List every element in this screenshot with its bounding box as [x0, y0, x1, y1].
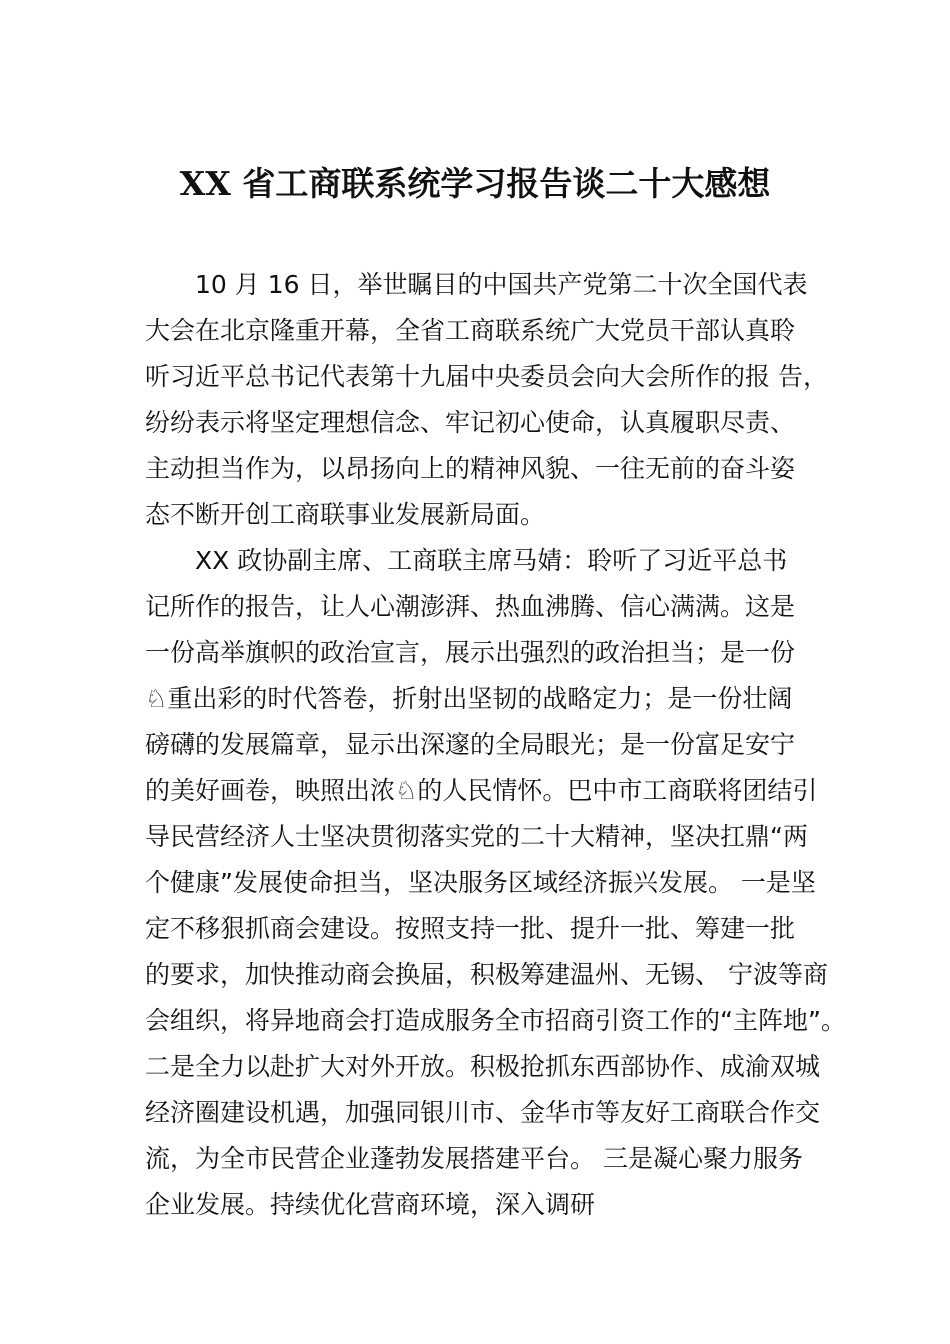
paragraph-line: 经济圈建设机遇，加强同银川市、金华市等友好工商联合作交 [145, 1098, 821, 1127]
paragraph-line: 的美好画卷，映照出浓♘的人民情怀。巴中市工商联将团结引 [145, 776, 818, 805]
paragraph-line: 态不断开创工商联事业发展新局面。 [145, 500, 546, 529]
paragraph-line: 个健康”发展使命担当，坚决服务区域经济振兴发展。 一是坚 [145, 868, 816, 897]
paragraph-line: 10 月 16 日，举世瞩目的中国共产党第二十次全国代表 [195, 270, 808, 299]
paragraph-line: XX 政协副主席、工商联主席马婧：聆听了习近平总书 [195, 546, 788, 575]
paragraph-line: 流，为全市民营企业蓬勃发展搭建平台。 三是凝心聚力服务 [145, 1144, 803, 1173]
paragraph-line: 定不移狠抓商会建设。按照支持一批、提升一批、筹建一批 [145, 914, 796, 943]
paragraph-line: 纷纷表示将坚定理想信念、牢记初心使命，认真履职尽责、 [145, 408, 796, 437]
document-body [145, 262, 845, 1228]
paragraph-1 [145, 262, 845, 538]
document-title: XX 省工商联系统学习报告谈二十大感想 [179, 164, 771, 203]
paragraph-line: 导民营经济人士坚决贯彻落实党的二十大精神，坚决扛鼎“两 [145, 822, 808, 851]
paragraph-line: 主动担当作为，以昂扬向上的精神风貌、一往无前的奋斗姿 [145, 454, 796, 483]
paragraph-line: 会组织，将异地商会打造成服务全市招商引资工作的“主阵地”。 [145, 1006, 846, 1035]
paragraph-line: 听习近平总书记代表第十九届中央委员会向大会所作的报 告， [145, 362, 828, 391]
paragraph-line: 大会在北京隆重开幕，全省工商联系统广大党员干部认真聆 [145, 316, 796, 345]
paragraph-line: ♘重出彩的时代答卷，折射出坚韧的战略定力；是一份壮阔 [145, 684, 793, 713]
paragraph-line: 的要求，加快推动商会换届，积极筹建温州、无锡、 宁波等商 [145, 960, 828, 989]
paragraph-line: 企业发展。持续优化营商环境，深入调研 [145, 1190, 596, 1219]
paragraph-2 [145, 538, 845, 1228]
paragraph-line: 二是全力以赴扩大对外开放。积极抢抓东西部协作、成渝双城 [145, 1052, 821, 1081]
paragraph-line: 记所作的报告，让人心潮澎湃、热血沸腾、信心满满。这是 [145, 592, 796, 621]
paragraph-line: 磅礴的发展篇章，显示出深邃的全局眼光；是一份富足安宁 [145, 730, 796, 759]
paragraph-line: 一份高举旗帜的政治宣言，展示出强烈的政治担当；是一份 [145, 638, 796, 667]
